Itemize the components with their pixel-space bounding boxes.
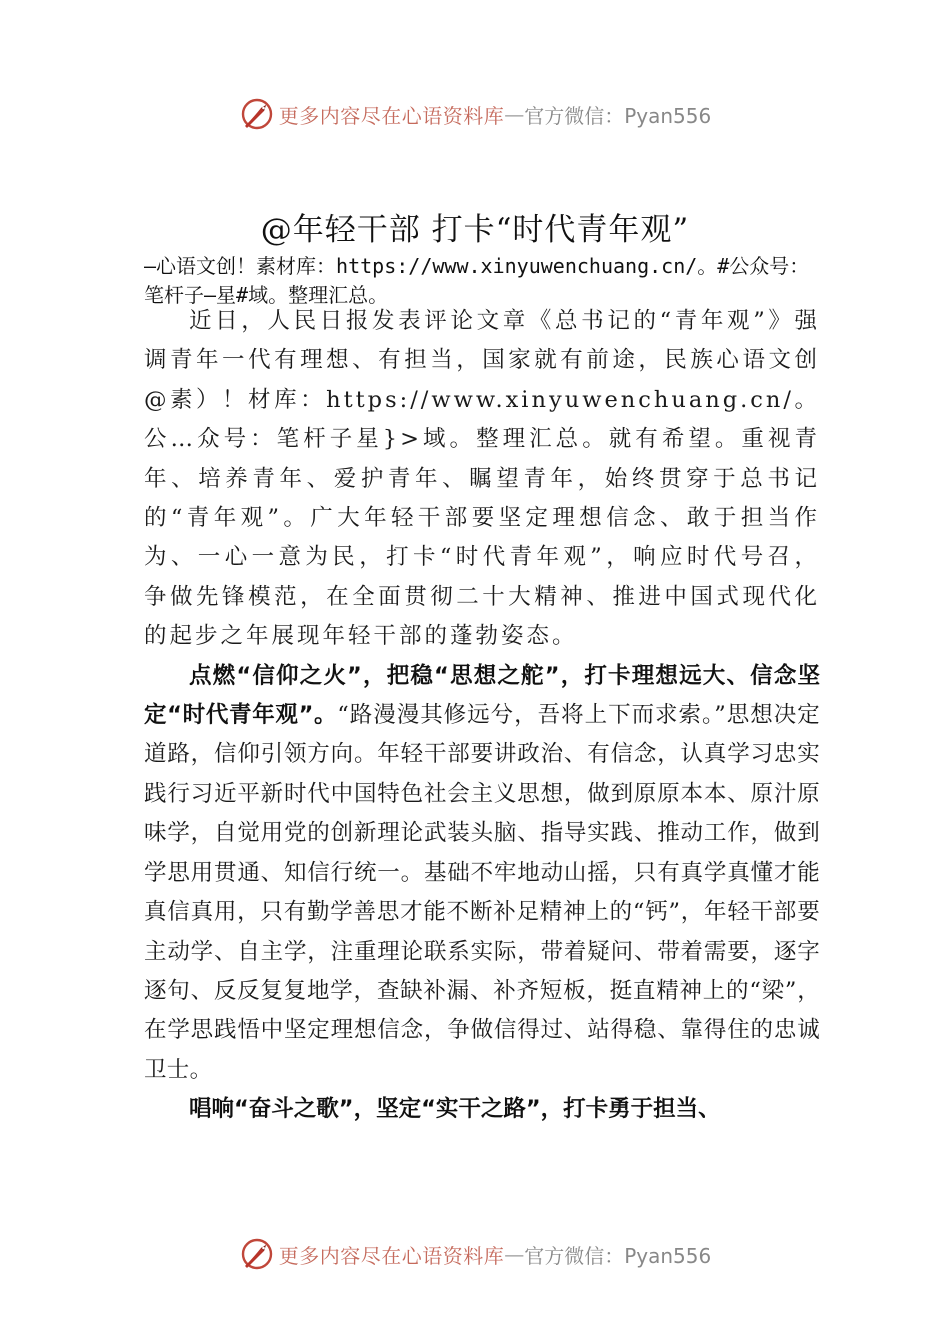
footer-banner-text: 更多内容尽在心语资料库 — [278, 1243, 505, 1268]
paragraph-lead: 唱响“奋斗之歌”，坚定“实干之路”，打卡勇于担当、 — [189, 1096, 721, 1123]
header-banner — [0, 92, 950, 136]
document-subtitle: —心语文创！素材库：https://www.xinyuwenchuang.cn/。#公众号：笔杆子—星#域。整理汇总。 — [144, 254, 810, 307]
header-wechat-text: 官方微信：Pyan556 — [524, 103, 712, 128]
header-banner-separator: — — [504, 102, 525, 126]
paragraph — [144, 302, 820, 657]
paragraph-text: “路漫漫其修远兮，吾将上下而求索。”思想决定道路，信仰引领方向。年轻干部要讲政治、有信念，认真学习忠实践行习近平新时代中国特色社会主义思想，做到原原本本、原汁原味学，自觉用党的创新理论武装头脑、指导实践、推动工作，做到学思用贯通、知信行统一。基础不牢地动山摇，只有真学真懂才能真信真用，只有勤学善思才能不断补足精神上的“钙”，年轻干部要主动学、自主学，注重理论联系实际，带着疑问、带着需要，逐字逐句、反反复复地学，查缺补漏、补齐短板，挺直精神上的“梁”，在学思践悟中坚定理想信念，争做信得过、站得稳、靠得住的忠诚卫士。 — [144, 702, 820, 1083]
pen-nib-logo-icon — [239, 1236, 275, 1272]
paragraph-text: 近日，人民日报发表评论文章《总书记的“青年观”》强调青年一代有理想、有担当，国家就有前途，民族心语文创@素）！材库：https://www.xinyuwenchuang.cn/。公…众号：笔杆子星}>域。整理汇总。就有希望。重视青年、培养青年、爱护青年、瞩望青年，始终贯穿于总书记的“青年观”。广大年轻干部要坚定理想信念、敢于担当作为、一心一意为民，打卡“时代青年观”，响应时代号召， 争做先锋模范，在全面贯彻二十大精神、推进中国式现代化的起步之年展现年轻干部的蓬勃姿态。 — [144, 308, 820, 650]
footer-banner-separator: — — [504, 1242, 525, 1266]
document-body — [144, 302, 820, 1130]
footer-wechat-text: 官方微信：Pyan556 — [524, 1243, 712, 1268]
pen-nib-logo-icon — [239, 96, 275, 132]
paragraph — [144, 657, 820, 1090]
document-title: @年轻干部 打卡“时代青年观” — [260, 212, 690, 248]
paragraph-lead: 点燃“信仰之火”，把稳“思想之舵”，打卡理想远大、信念坚定“时代青年观”。 — [144, 662, 820, 729]
header-banner-text: 更多内容尽在心语资料库 — [278, 103, 505, 128]
paragraph — [144, 1090, 820, 1129]
footer-banner — [0, 1232, 950, 1276]
